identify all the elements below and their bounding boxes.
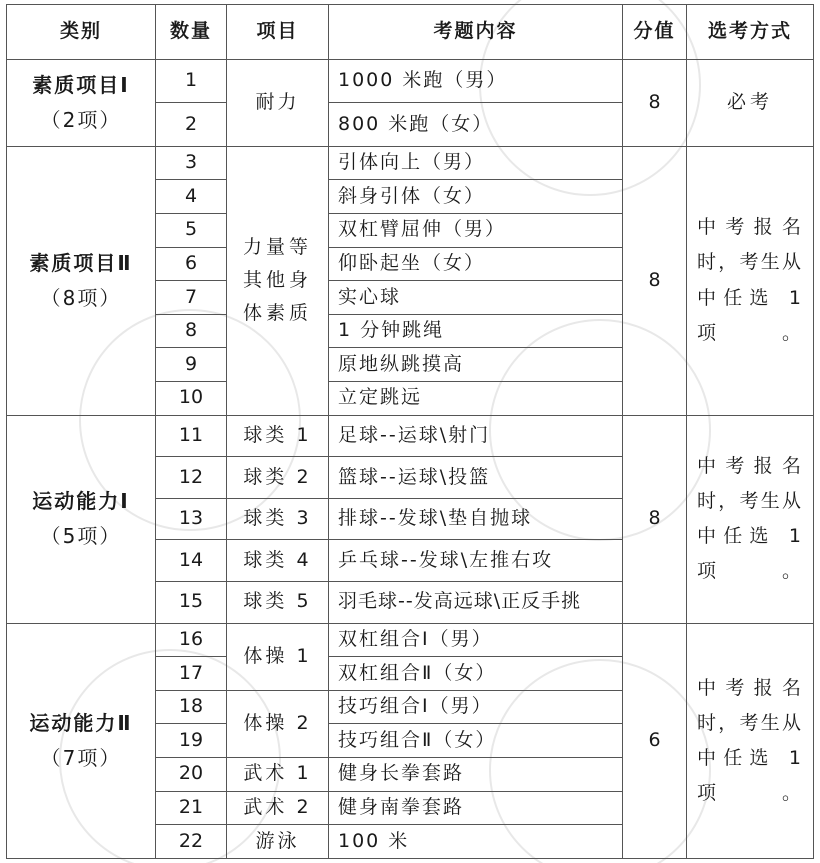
- item-number: 20: [156, 758, 227, 792]
- item-content: 1000 米跑（男）: [329, 60, 623, 103]
- item-content: 双杠组合Ⅰ（男）: [329, 623, 623, 657]
- header-row: [7, 5, 814, 60]
- item-content: 健身南拳套路: [329, 791, 623, 825]
- item-number: 10: [156, 381, 227, 415]
- item-number: 3: [156, 146, 227, 180]
- category-cell: [7, 146, 156, 415]
- category-count: （5项）: [40, 524, 122, 549]
- item-number: 14: [156, 540, 227, 582]
- project-cell: [227, 146, 329, 415]
- item-content: 斜身引体（女）: [329, 180, 623, 214]
- score-cell: 8: [623, 146, 687, 415]
- item-number: 1: [156, 60, 227, 103]
- category-name: 运动能力Ⅰ: [32, 489, 130, 514]
- category-cell: [7, 623, 156, 858]
- method-cell: 中考报名时，考生从中任选 1 项。: [687, 623, 814, 858]
- item-content: 1 分钟跳绳: [329, 314, 623, 348]
- item-number: 17: [156, 657, 227, 691]
- item-content: 立定跳远: [329, 381, 623, 415]
- item-number: 6: [156, 247, 227, 281]
- project-cell: 体操 1: [227, 623, 329, 690]
- item-content: 羽毛球--发高远球\正反手挑: [329, 582, 623, 624]
- category-cell: [7, 60, 156, 147]
- category-name: 素质项目Ⅱ: [29, 250, 133, 275]
- item-content: 足球--运球\射门: [329, 415, 623, 457]
- table-row: [7, 60, 814, 103]
- item-number: 4: [156, 180, 227, 214]
- item-number: 19: [156, 724, 227, 758]
- category-cell: [7, 415, 156, 623]
- item-number: 5: [156, 213, 227, 247]
- table-row: [7, 623, 814, 657]
- table-row: [7, 146, 814, 180]
- item-content: 技巧组合Ⅱ（女）: [329, 724, 623, 758]
- item-number: 8: [156, 314, 227, 348]
- project-cell: 球类 2: [227, 457, 329, 499]
- header-content: 考题内容: [329, 5, 623, 60]
- header-project: 项目: [227, 5, 329, 60]
- item-content: 实心球: [329, 281, 623, 315]
- method-cell: 必考: [687, 60, 814, 147]
- method-cell: 中考报名时，考生从中任选 1 项。: [687, 415, 814, 623]
- method-cell: 中考报名时，考生从中任选 1 项。: [687, 146, 814, 415]
- item-content: 双杠组合Ⅱ（女）: [329, 657, 623, 691]
- item-content: 原地纵跳摸高: [329, 348, 623, 382]
- header-category: 类别: [7, 5, 156, 60]
- score-cell: 8: [623, 415, 687, 623]
- item-number: 9: [156, 348, 227, 382]
- score-cell: 8: [623, 60, 687, 147]
- category-count: （7项）: [40, 745, 122, 770]
- item-content: 排球--发球\垫自抛球: [329, 498, 623, 540]
- exam-table: [6, 4, 814, 859]
- item-number: 7: [156, 281, 227, 315]
- category-count: （2项）: [40, 107, 122, 132]
- item-content: 仰卧起坐（女）: [329, 247, 623, 281]
- item-number: 22: [156, 825, 227, 859]
- project-cell: 武术 1: [227, 758, 329, 792]
- item-number: 11: [156, 415, 227, 457]
- item-content: 乒乓球--发球\左推右攻: [329, 540, 623, 582]
- item-number: 21: [156, 791, 227, 825]
- item-content: 篮球--运球\投篮: [329, 457, 623, 499]
- category-name: 素质项目Ⅰ: [32, 72, 130, 97]
- table-row: [7, 415, 814, 457]
- project-cell: 武术 2: [227, 791, 329, 825]
- item-number: 16: [156, 623, 227, 657]
- project-cell: 球类 3: [227, 498, 329, 540]
- header-score: 分值: [623, 5, 687, 60]
- item-number: 18: [156, 690, 227, 724]
- project-cell: 球类 5: [227, 582, 329, 624]
- category-name: 运动能力Ⅱ: [29, 710, 133, 735]
- item-number: 2: [156, 103, 227, 146]
- project-cell: 游泳: [227, 825, 329, 859]
- item-content: 技巧组合Ⅰ（男）: [329, 690, 623, 724]
- category-count: （8项）: [40, 285, 122, 310]
- item-content: 双杠臂屈伸（男）: [329, 213, 623, 247]
- item-content: 100 米: [329, 825, 623, 859]
- item-number: 15: [156, 582, 227, 624]
- project-cell: 耐力: [227, 60, 329, 147]
- item-content: 800 米跑（女）: [329, 103, 623, 146]
- item-number: 13: [156, 498, 227, 540]
- project-label: 力量等其他身体素质: [242, 235, 312, 325]
- header-method: 选考方式: [687, 5, 814, 60]
- project-cell: 球类 4: [227, 540, 329, 582]
- project-cell: 球类 1: [227, 415, 329, 457]
- item-number: 12: [156, 457, 227, 499]
- header-count: 数量: [156, 5, 227, 60]
- project-cell: 体操 2: [227, 690, 329, 757]
- item-content: 健身长拳套路: [329, 758, 623, 792]
- item-content: 引体向上（男）: [329, 146, 623, 180]
- score-cell: 6: [623, 623, 687, 858]
